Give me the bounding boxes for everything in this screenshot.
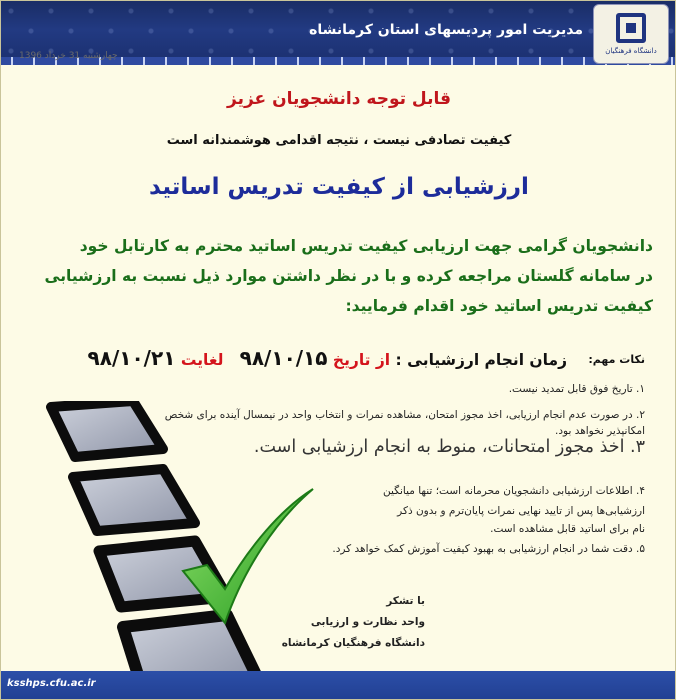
note-item: ۱. تاریخ فوق قابل تمدید نیست.	[508, 383, 645, 395]
intro-line: دانشجویان گرامی جهت ارزیابی کیفیت تدریس اساتید محترم به کارتابل خود	[79, 237, 653, 255]
closing-unit: واحد نظارت و ارزیابی	[310, 616, 425, 628]
post-date: چهارشنبه 31 خرداد 1396	[19, 51, 118, 61]
notice-poster	[13, 71, 665, 689]
site-title[interactable]: مدیریت امور پردیسهای استان کرمانشاه	[309, 22, 583, 38]
to-date: ۹۸/۱۰/۲۱	[87, 346, 176, 370]
checkbox-icon	[73, 469, 195, 531]
from-word: از تاریخ	[332, 351, 391, 369]
attention-heading: قابل توجه دانشجویان عزیز	[227, 89, 451, 109]
note-item: ۲. در صورت عدم انجام ارزیابی، اخذ مجوز امتحان، مشاهده نمرات و انتخاب واحد در نیمسال آینده برای شخص امکانپذیر نخواهد بود.	[164, 409, 645, 437]
footer-bar	[1, 671, 676, 700]
logo-mark-icon	[616, 13, 646, 43]
note-item: ۵. دقت شما در انجام ارزشیابی به بهبود کیفیت آموزش کمک خواهد کرد.	[332, 543, 645, 555]
closing-university: دانشگاه فرهنگیان کرمانشاه	[281, 637, 425, 649]
evaluation-title: ارزشیابی از کیفیت تدریس اساتید	[149, 174, 529, 200]
signature-block	[225, 591, 425, 654]
intro-line: در سامانه گلستان مراجعه کرده و با در نظر داشتن موارد ذیل نسبت به ارزشیابی	[44, 267, 653, 285]
logo-caption: دانشگاه فرهنگیان	[605, 47, 657, 55]
intro-paragraph	[23, 231, 653, 321]
site-url-link[interactable]: ksshps.cfu.ac.ir	[7, 678, 96, 689]
from-date: ۹۸/۱۰/۱۵	[239, 346, 328, 370]
note-item: نام برای اساتید قابل مشاهده است.	[490, 523, 645, 535]
note-item: ارزشیابی‌ها پس از تایید نهایی نمرات پایان‌ترم و بدون ذکر	[397, 505, 645, 517]
to-word: لغایت	[180, 351, 224, 369]
notes-label: نکات مهم:	[588, 353, 645, 366]
note-item: ۴. اطلاعات ارزشیابی دانشجویان محرمانه است؛ تنها میانگین	[383, 485, 645, 497]
note-item: ۳. اخذ مجوز امتحانات، منوط به انجام ارزشیابی است.	[253, 437, 645, 457]
closing-thanks: با تشکر	[386, 595, 425, 607]
time-label: زمان انجام ارزشیابی :	[395, 351, 567, 369]
university-logo[interactable]	[593, 4, 669, 64]
intro-line: کیفیت تدریس اساتید خود اقدام فرمایید:	[345, 297, 653, 315]
evaluation-period	[88, 346, 567, 370]
quality-slogan: کیفیت تصادفی نیست ، نتیجه اقدامی هوشمندانه است	[166, 133, 512, 148]
